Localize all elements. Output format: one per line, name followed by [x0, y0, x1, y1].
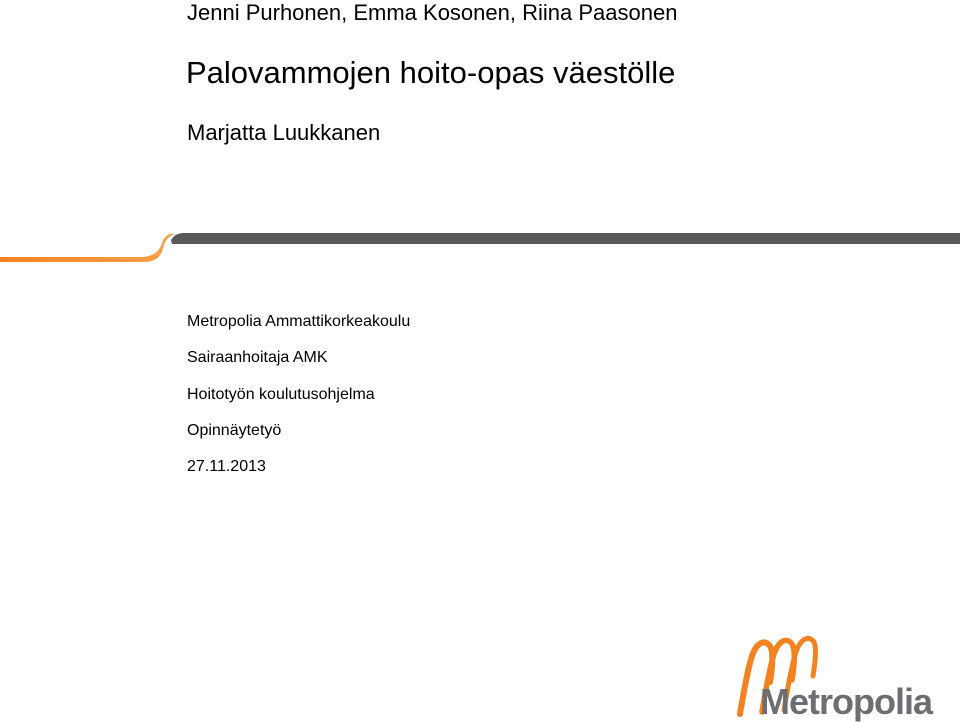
supervisor: Marjatta Luukkanen — [187, 120, 381, 145]
institution: Metropolia Ammattikorkeakoulu — [187, 313, 411, 330]
document-title: Palovammojen hoito-opas väestölle — [186, 55, 676, 90]
date: 27.11.2013 — [187, 458, 266, 475]
divider-orange-swoosh — [0, 234, 176, 262]
degree: Sairaanhoitaja AMK — [187, 349, 328, 366]
programme: Hoitotyön koulutusohjelma — [187, 386, 375, 403]
thesis-type: Opinnäytetyö — [187, 422, 282, 439]
divider-gray-bar — [171, 233, 960, 244]
logo-wordmark: Metropolia — [760, 681, 933, 722]
divider-band — [0, 228, 960, 268]
authors: Jenni Purhonen, Emma Kosonen, Riina Paasonen — [187, 0, 678, 25]
